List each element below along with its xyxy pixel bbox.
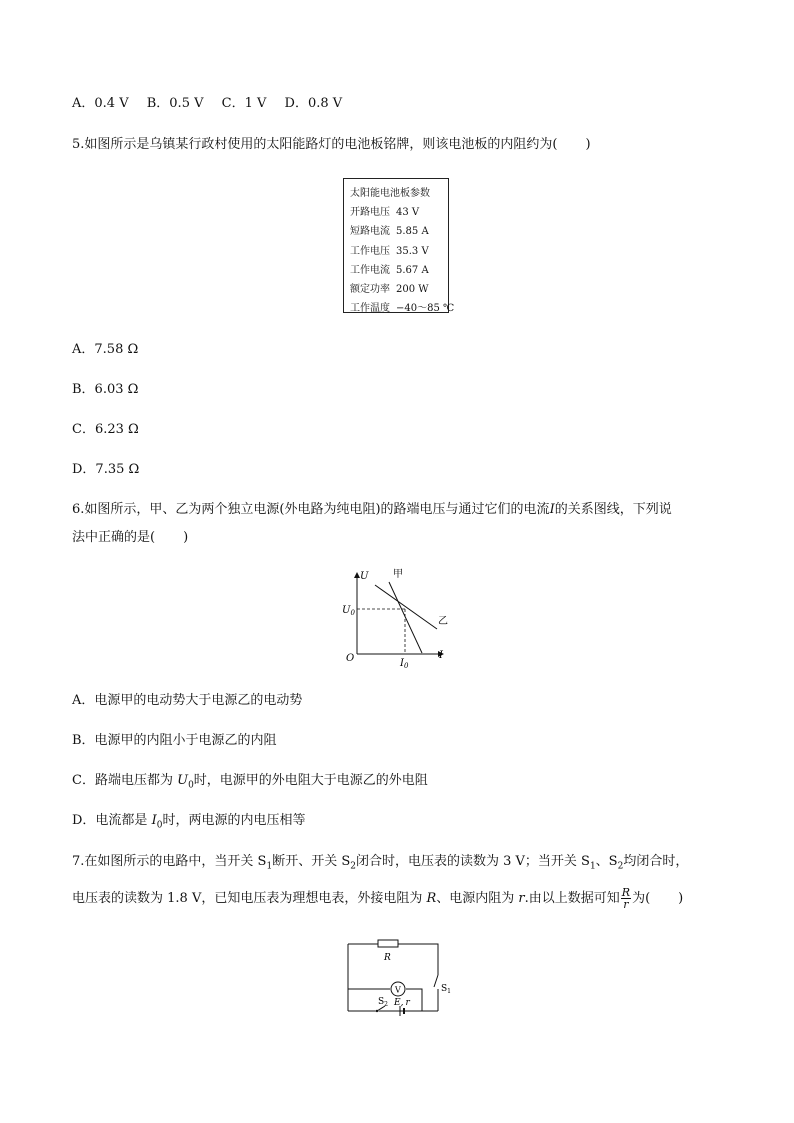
q5-option-a: A．7.58 Ω <box>72 342 139 357</box>
y-axis-label: U <box>360 571 369 582</box>
nameplate-row: 工作电流 5.67 A <box>350 264 429 276</box>
s2-label: $S_2$ <box>378 997 388 1008</box>
q6-option-b: B．电源甲的内阻小于电源乙的内阻 <box>72 733 277 748</box>
nameplate-row: 额定功率 200 W <box>350 284 429 296</box>
u-i-graph <box>335 565 455 670</box>
nameplate-row: 开路电压 43 V <box>350 207 420 219</box>
s1-label: $S_1$ <box>441 984 451 995</box>
line-yi-label: 乙 <box>438 616 448 627</box>
line-jia-label: 甲 <box>393 569 403 580</box>
q4-option-a: A．0.4 V <box>72 96 129 111</box>
q5-option-c: C．6.23 Ω <box>72 422 139 437</box>
q5-option-b: B．6.03 Ω <box>72 382 139 397</box>
nameplate-row: 短路电流 5.85 A <box>350 226 429 238</box>
q6-option-a: A．电源甲的电动势大于电源乙的电动势 <box>72 693 303 708</box>
q4-option-b: B．0.5 V <box>146 96 204 111</box>
resistor-label: R <box>384 953 391 963</box>
q7-stem-line1: 7.在如图所示的电路中，当开关 $S_1$断开、开关 $S_2$闭合时，电压表的读数为 3 V；当开关 $S_1$、$S_2$均闭合时， <box>72 854 689 872</box>
origin-label: O <box>346 653 355 664</box>
u0-label: $U_0$ <box>342 605 355 617</box>
q4-options <box>72 95 342 113</box>
nameplate-row: 工作电压 35.3 V <box>350 245 429 257</box>
q7-stem-line2: 电压表的读数为 1.8 V，已知电压表为理想电表，外接电阻为 R、电源内阻为 r.由以上数据可知 $\frac{R}{r}$ 为( ) <box>72 886 684 911</box>
q4-option-d: D．0.8 V <box>284 96 343 111</box>
x-axis-label: I <box>439 650 443 661</box>
line-jia <box>389 582 422 653</box>
i0-label: $I_0$ <box>400 658 409 670</box>
voltmeter-label: V <box>395 985 401 995</box>
s1-switch <box>434 975 438 987</box>
line-yi <box>375 585 437 629</box>
q6-stem-line2: 法中正确的是( ) <box>72 530 189 545</box>
q6-stem-line1: 6.如图所示，甲、乙为两个独立电源(外电路为纯电阻)的路端电压与通过它们的电流I的关系图线，下列说 <box>72 502 672 517</box>
q6-option-c: C．路端电压都为 $U_0$时，电源甲的外电阻大于电源乙的外电阻 <box>72 773 428 791</box>
q5-option-d: D．7.35 Ω <box>72 462 140 477</box>
emf-label: E, r <box>394 998 410 1008</box>
resistor-symbol <box>378 940 398 947</box>
circuit-diagram <box>340 935 460 1020</box>
nameplate-row: 工作温度 −40～85 ℃ <box>350 303 455 315</box>
q6-option-d: D．电流都是 $I_0$时，两电源的内电压相等 <box>72 813 306 831</box>
nameplate-title: 太阳能电池板参数 <box>350 188 430 199</box>
q5-stem: 5.如图所示是乌镇某行政村使用的太阳能路灯的电池板铭牌，则该电池板的内阻约为( ) <box>72 137 591 152</box>
solar-panel-nameplate <box>343 178 455 315</box>
q4-option-c: C．1 V <box>221 96 267 111</box>
r-over-r-fraction: $\frac{R}{r}$ <box>621 886 631 911</box>
